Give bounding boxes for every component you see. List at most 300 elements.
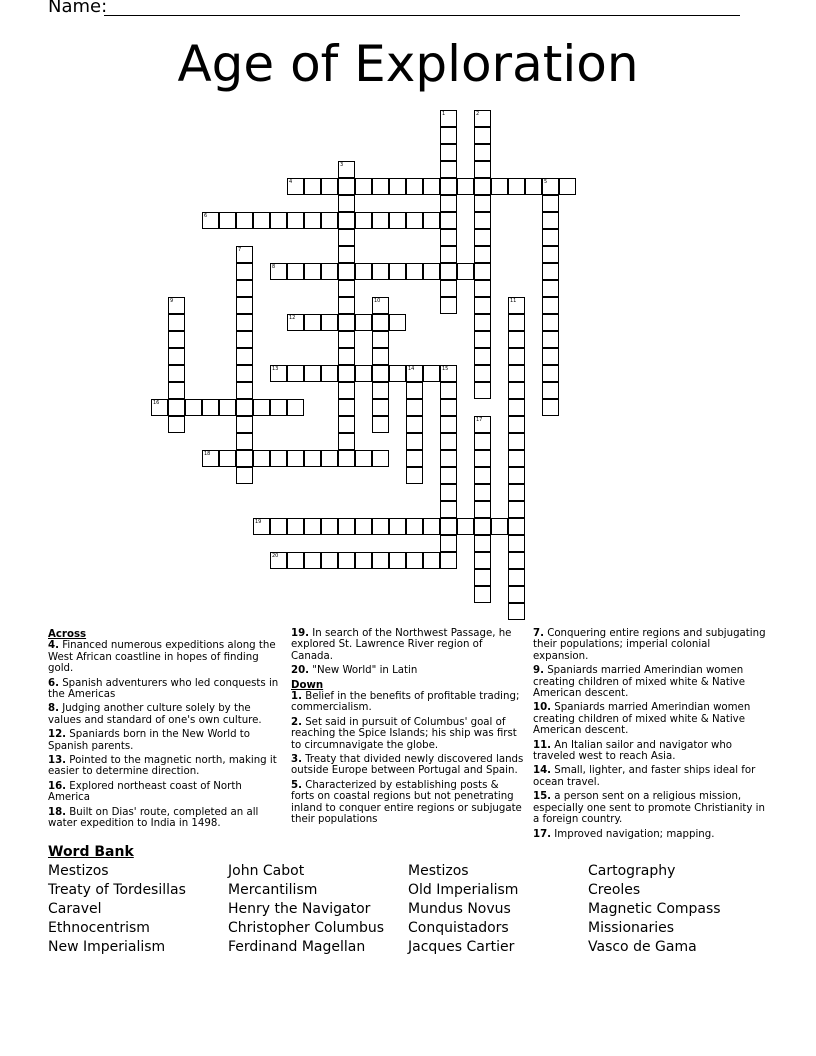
grid-cell[interactable] (253, 399, 270, 416)
clue-number-label: 1. (291, 691, 302, 703)
grid-cell[interactable] (440, 110, 457, 127)
grid-cell[interactable] (474, 586, 491, 603)
grid-cell[interactable] (423, 212, 440, 229)
grid-cell[interactable] (406, 552, 423, 569)
word-bank-item: Treaty of Tordesillas (48, 882, 186, 898)
page-title: Age of Exploration (177, 35, 639, 93)
grid-cell[interactable] (236, 399, 253, 416)
grid-cell[interactable] (270, 212, 287, 229)
grid-cell[interactable] (474, 195, 491, 212)
grid-cell[interactable] (355, 552, 372, 569)
grid-cell[interactable] (474, 518, 491, 535)
word-bank-item: Jacques Cartier (408, 939, 515, 955)
grid-cell[interactable] (440, 229, 457, 246)
grid-cell[interactable] (321, 450, 338, 467)
grid-cell[interactable] (440, 467, 457, 484)
grid-cell[interactable] (355, 518, 372, 535)
grid-cell[interactable] (270, 399, 287, 416)
clue-text: Improved navigation; mapping. (551, 828, 715, 840)
clue-number: 8 (272, 264, 276, 270)
grid-cell[interactable] (542, 297, 559, 314)
name-label: Name: (48, 0, 108, 17)
grid-cell[interactable] (372, 552, 389, 569)
grid-cell[interactable] (287, 365, 304, 382)
grid-cell[interactable] (474, 450, 491, 467)
word-bank-item: Magnetic Compass (588, 901, 721, 917)
clue-text: Treaty that divided newly discovered lands outside Europe between Portugal and Spain. (291, 754, 524, 777)
grid-cell[interactable] (406, 416, 423, 433)
word-bank-item: Cartography (588, 863, 676, 879)
grid-cell[interactable] (406, 178, 423, 195)
grid-cell[interactable] (151, 399, 168, 416)
grid-cell[interactable] (474, 178, 491, 195)
clue-number-label: 3. (291, 754, 302, 766)
grid-cell[interactable] (338, 178, 355, 195)
grid-cell[interactable] (440, 382, 457, 399)
grid-cell[interactable] (440, 365, 457, 382)
grid-cell[interactable] (508, 433, 525, 450)
grid-cell[interactable] (423, 365, 440, 382)
grid-cell[interactable] (287, 212, 304, 229)
grid-cell[interactable] (355, 450, 372, 467)
grid-cell[interactable] (508, 365, 525, 382)
grid-cell[interactable] (304, 178, 321, 195)
clue-text: Conquering entire regions and subjugating their populations; imperial colonial expansion. (533, 628, 766, 662)
across-clue (48, 729, 282, 752)
grid-cell[interactable] (508, 416, 525, 433)
grid-cell[interactable] (440, 518, 457, 535)
grid-cell[interactable] (236, 212, 253, 229)
grid-cell[interactable] (542, 365, 559, 382)
clue-text: Financed numerous expeditions along the West African coastline in hopes of finding gold. (48, 640, 276, 675)
grid-cell[interactable] (338, 416, 355, 433)
grid-cell[interactable] (508, 569, 525, 586)
clue-number: 12 (289, 315, 296, 321)
clue-text: Spaniards married Amerindian women creating children of mixed white & Native American descent. (533, 665, 745, 700)
grid-cell[interactable] (372, 450, 389, 467)
grid-cell[interactable] (270, 518, 287, 535)
grid-cell[interactable] (304, 365, 321, 382)
grid-cell[interactable] (440, 246, 457, 263)
grid-cell[interactable] (236, 246, 253, 263)
grid-cell[interactable] (525, 178, 542, 195)
clue-number: 7 (238, 247, 242, 253)
grid-cell[interactable] (338, 212, 355, 229)
grid-cell[interactable] (372, 331, 389, 348)
grid-cell[interactable] (372, 518, 389, 535)
grid-cell[interactable] (219, 399, 236, 416)
grid-cell[interactable] (474, 297, 491, 314)
grid-cell[interactable] (168, 348, 185, 365)
grid-cell[interactable] (389, 365, 406, 382)
clues-column-2 (291, 628, 525, 829)
grid-cell[interactable] (168, 331, 185, 348)
grid-cell[interactable] (321, 314, 338, 331)
grid-cell[interactable] (508, 348, 525, 365)
grid-cell[interactable] (338, 161, 355, 178)
grid-cell[interactable] (389, 178, 406, 195)
grid-cell[interactable] (508, 535, 525, 552)
grid-cell[interactable] (270, 365, 287, 382)
grid-cell[interactable] (168, 382, 185, 399)
clue-number: 13 (272, 366, 279, 372)
grid-cell[interactable] (236, 263, 253, 280)
grid-cell[interactable] (440, 433, 457, 450)
grid-cell[interactable] (304, 212, 321, 229)
grid-cell[interactable] (457, 263, 474, 280)
grid-cell[interactable] (474, 229, 491, 246)
grid-cell[interactable] (474, 535, 491, 552)
grid-cell[interactable] (236, 467, 253, 484)
grid-cell[interactable] (355, 178, 372, 195)
across-clue-list-cont (291, 628, 525, 677)
grid-cell[interactable] (474, 569, 491, 586)
grid-cell[interactable] (474, 331, 491, 348)
grid-cell[interactable] (287, 518, 304, 535)
grid-cell[interactable] (406, 263, 423, 280)
grid-cell[interactable] (440, 484, 457, 501)
grid-cell[interactable] (474, 501, 491, 518)
grid-cell[interactable] (304, 552, 321, 569)
grid-cell[interactable] (542, 399, 559, 416)
grid-cell[interactable] (389, 552, 406, 569)
grid-cell[interactable] (508, 331, 525, 348)
grid-cell[interactable] (202, 450, 219, 467)
grid-cell[interactable] (542, 382, 559, 399)
grid-cell[interactable] (236, 450, 253, 467)
grid-cell[interactable] (423, 178, 440, 195)
down-clue (533, 628, 767, 662)
grid-cell[interactable] (474, 552, 491, 569)
across-clue (291, 628, 525, 662)
grid-cell[interactable] (559, 178, 576, 195)
grid-cell[interactable] (474, 263, 491, 280)
grid-cell[interactable] (236, 365, 253, 382)
grid-cell[interactable] (270, 263, 287, 280)
grid-cell[interactable] (474, 110, 491, 127)
grid-cell[interactable] (236, 314, 253, 331)
grid-cell[interactable] (321, 263, 338, 280)
grid-cell[interactable] (321, 212, 338, 229)
grid-cell[interactable] (355, 314, 372, 331)
grid-cell[interactable] (389, 263, 406, 280)
grid-cell[interactable] (253, 518, 270, 535)
grid-cell[interactable] (372, 416, 389, 433)
grid-cell[interactable] (270, 450, 287, 467)
grid-cell[interactable] (508, 450, 525, 467)
grid-cell[interactable] (389, 212, 406, 229)
across-clue (48, 807, 282, 830)
grid-cell[interactable] (406, 467, 423, 484)
grid-cell[interactable] (440, 127, 457, 144)
grid-cell[interactable] (389, 314, 406, 331)
grid-cell[interactable] (406, 399, 423, 416)
grid-cell[interactable] (508, 467, 525, 484)
grid-cell[interactable] (440, 212, 457, 229)
clue-number: 1 (442, 111, 446, 117)
grid-cell[interactable] (338, 382, 355, 399)
grid-cell[interactable] (321, 518, 338, 535)
grid-cell[interactable] (372, 212, 389, 229)
clue-number: 11 (510, 298, 517, 304)
grid-cell[interactable] (440, 263, 457, 280)
grid-cell[interactable] (236, 280, 253, 297)
grid-cell[interactable] (168, 297, 185, 314)
grid-cell[interactable] (474, 433, 491, 450)
grid-cell[interactable] (168, 314, 185, 331)
clue-text: Belief in the benefits of profitable trading; commercialism. (291, 691, 520, 714)
word-bank-item: Mundus Novus (408, 901, 511, 917)
grid-cell[interactable] (457, 518, 474, 535)
clue-text: Judging another culture solely by the values and standard of one's own culture. (48, 703, 262, 726)
down-clue (291, 691, 525, 714)
grid-cell[interactable] (542, 195, 559, 212)
grid-cell[interactable] (338, 365, 355, 382)
word-bank-item: Mestizos (48, 863, 109, 879)
grid-cell[interactable] (372, 263, 389, 280)
grid-cell[interactable] (219, 450, 236, 467)
clue-text: Spanish adventurers who led conquests in the Americas (48, 677, 279, 701)
clue-number: 6 (204, 213, 208, 219)
across-heading: Across (48, 629, 87, 640)
grid-cell[interactable] (168, 416, 185, 433)
clue-number: 3 (340, 162, 344, 168)
grid-cell[interactable] (423, 263, 440, 280)
grid-cell[interactable] (474, 467, 491, 484)
grid-cell[interactable] (168, 365, 185, 382)
grid-cell[interactable] (508, 178, 525, 195)
grid-cell[interactable] (338, 399, 355, 416)
grid-cell[interactable] (287, 399, 304, 416)
grid-cell[interactable] (270, 552, 287, 569)
grid-cell[interactable] (287, 314, 304, 331)
word-bank-item: Missionaries (588, 920, 675, 936)
grid-cell[interactable] (474, 161, 491, 178)
grid-cell[interactable] (440, 416, 457, 433)
clue-text: Explored northeast coast of North America (48, 780, 242, 804)
grid-cell[interactable] (457, 178, 474, 195)
grid-cell[interactable] (440, 178, 457, 195)
grid-cell[interactable] (508, 382, 525, 399)
grid-cell[interactable] (287, 263, 304, 280)
grid-cell[interactable] (321, 552, 338, 569)
across-clue (48, 678, 282, 701)
grid-cell[interactable] (542, 263, 559, 280)
grid-cell[interactable] (372, 382, 389, 399)
grid-cell[interactable] (440, 535, 457, 552)
clue-number-label: 14. (533, 765, 552, 777)
grid-cell[interactable] (202, 212, 219, 229)
grid-cell[interactable] (542, 229, 559, 246)
clue-text: Pointed to the magnetic north, making it easier to determine direction. (48, 755, 277, 778)
grid-cell[interactable] (253, 212, 270, 229)
grid-cell[interactable] (185, 399, 202, 416)
grid-cell[interactable] (474, 416, 491, 433)
grid-cell[interactable] (202, 399, 219, 416)
grid-cell[interactable] (338, 552, 355, 569)
grid-cell[interactable] (321, 365, 338, 382)
grid-cell[interactable] (338, 297, 355, 314)
clue-number-label: 18. (48, 806, 67, 818)
grid-cell[interactable] (287, 178, 304, 195)
word-bank-item: Vasco de Gama (588, 939, 697, 955)
grid-cell[interactable] (542, 178, 559, 195)
grid-cell[interactable] (304, 518, 321, 535)
grid-cell[interactable] (474, 365, 491, 382)
grid-cell[interactable] (406, 212, 423, 229)
grid-cell[interactable] (338, 280, 355, 297)
grid-cell[interactable] (474, 280, 491, 297)
across-clue (291, 665, 525, 676)
grid-cell[interactable] (474, 212, 491, 229)
down-clue-list-cont (533, 628, 767, 840)
word-bank-item: John Cabot (228, 863, 305, 879)
grid-cell[interactable] (338, 348, 355, 365)
clue-number: 5 (544, 179, 548, 185)
down-clue (533, 702, 767, 736)
down-clue (533, 791, 767, 825)
clue-number-label: 6. (48, 677, 59, 689)
clue-number: 15 (442, 366, 449, 372)
grid-cell[interactable] (508, 518, 525, 535)
grid-cell[interactable] (508, 586, 525, 603)
grid-cell[interactable] (474, 382, 491, 399)
grid-cell[interactable] (389, 518, 406, 535)
grid-cell[interactable] (542, 280, 559, 297)
clue-text: An Italian sailor and navigator who traveled west to reach Asia. (533, 739, 733, 763)
grid-cell[interactable] (236, 433, 253, 450)
grid-cell[interactable] (253, 450, 270, 467)
clue-number-label: 17. (533, 828, 552, 840)
grid-cell[interactable] (338, 195, 355, 212)
clue-number-label: 4. (48, 640, 59, 652)
grid-cell[interactable] (440, 144, 457, 161)
clue-number: 19 (255, 519, 262, 525)
grid-cell[interactable] (355, 212, 372, 229)
clue-text: "New World" in Latin (309, 665, 418, 677)
grid-cell[interactable] (474, 127, 491, 144)
grid-cell[interactable] (423, 552, 440, 569)
across-clue (48, 703, 282, 726)
grid-cell[interactable] (304, 314, 321, 331)
grid-cell[interactable] (508, 314, 525, 331)
clue-number: 18 (204, 451, 211, 457)
clue-text: a person sent on a religious mission, especially one sent to promote Christianity in a foreign country. (533, 791, 765, 826)
grid-cell[interactable] (338, 331, 355, 348)
clue-text: In search of the Northwest Passage, he explored St. Lawrence River region of Canada. (291, 628, 512, 662)
grid-cell[interactable] (338, 263, 355, 280)
grid-cell[interactable] (372, 178, 389, 195)
clue-number-label: 5. (291, 779, 302, 791)
grid-cell[interactable] (491, 518, 508, 535)
down-clue (533, 740, 767, 763)
across-clue (48, 781, 282, 804)
grid-cell[interactable] (304, 450, 321, 467)
grid-cell[interactable] (542, 314, 559, 331)
grid-cell[interactable] (542, 348, 559, 365)
grid-cell[interactable] (321, 178, 338, 195)
clues-column-3 (533, 628, 767, 843)
grid-cell[interactable] (338, 450, 355, 467)
grid-cell[interactable] (542, 246, 559, 263)
grid-cell[interactable] (372, 365, 389, 382)
grid-cell[interactable] (406, 518, 423, 535)
grid-cell[interactable] (219, 212, 236, 229)
grid-cell[interactable] (287, 552, 304, 569)
grid-cell[interactable] (372, 399, 389, 416)
grid-cell[interactable] (372, 297, 389, 314)
grid-cell[interactable] (168, 399, 185, 416)
grid-cell[interactable] (542, 331, 559, 348)
grid-cell[interactable] (440, 450, 457, 467)
clue-text: Spaniards born in the New World to Spanish parents. (48, 729, 251, 752)
grid-cell[interactable] (338, 314, 355, 331)
grid-cell[interactable] (508, 552, 525, 569)
grid-cell[interactable] (440, 195, 457, 212)
grid-cell[interactable] (474, 246, 491, 263)
grid-cell[interactable] (542, 212, 559, 229)
grid-cell[interactable] (508, 501, 525, 518)
grid-cell[interactable] (236, 348, 253, 365)
grid-cell[interactable] (474, 144, 491, 161)
grid-cell[interactable] (304, 263, 321, 280)
grid-cell[interactable] (338, 518, 355, 535)
grid-cell[interactable] (423, 518, 440, 535)
clue-number: 16 (153, 400, 160, 406)
grid-cell[interactable] (491, 178, 508, 195)
grid-cell[interactable] (406, 450, 423, 467)
grid-cell[interactable] (287, 450, 304, 467)
grid-cell[interactable] (236, 416, 253, 433)
down-clue-list (291, 691, 525, 825)
grid-cell[interactable] (440, 297, 457, 314)
grid-cell[interactable] (440, 552, 457, 569)
grid-cell[interactable] (236, 297, 253, 314)
grid-cell[interactable] (474, 484, 491, 501)
grid-cell[interactable] (406, 433, 423, 450)
grid-cell[interactable] (508, 297, 525, 314)
grid-cell[interactable] (338, 229, 355, 246)
grid-cell[interactable] (474, 314, 491, 331)
grid-cell[interactable] (440, 501, 457, 518)
clue-number-label: 8. (48, 703, 59, 715)
clue-text: Small, lighter, and faster ships ideal for ocean travel. (533, 765, 756, 788)
grid-cell[interactable] (406, 382, 423, 399)
word-bank-item: Mercantilism (228, 882, 318, 898)
grid-cell[interactable] (440, 161, 457, 178)
grid-cell[interactable] (440, 399, 457, 416)
grid-cell[interactable] (508, 484, 525, 501)
grid-cell[interactable] (355, 263, 372, 280)
grid-cell[interactable] (372, 348, 389, 365)
clue-number-label: 7. (533, 628, 544, 639)
grid-cell[interactable] (508, 399, 525, 416)
grid-cell[interactable] (236, 382, 253, 399)
grid-cell[interactable] (474, 348, 491, 365)
grid-cell[interactable] (355, 365, 372, 382)
clue-number-label: 9. (533, 665, 544, 677)
grid-cell[interactable] (406, 365, 423, 382)
grid-cell[interactable] (236, 331, 253, 348)
grid-cell[interactable] (338, 433, 355, 450)
grid-cell[interactable] (508, 603, 525, 620)
grid-cell[interactable] (338, 246, 355, 263)
clue-number-label: 20. (291, 665, 310, 677)
clues-column-1 (48, 628, 282, 833)
grid-cell[interactable] (440, 280, 457, 297)
clue-number-label: 13. (48, 755, 67, 767)
grid-cell[interactable] (372, 314, 389, 331)
